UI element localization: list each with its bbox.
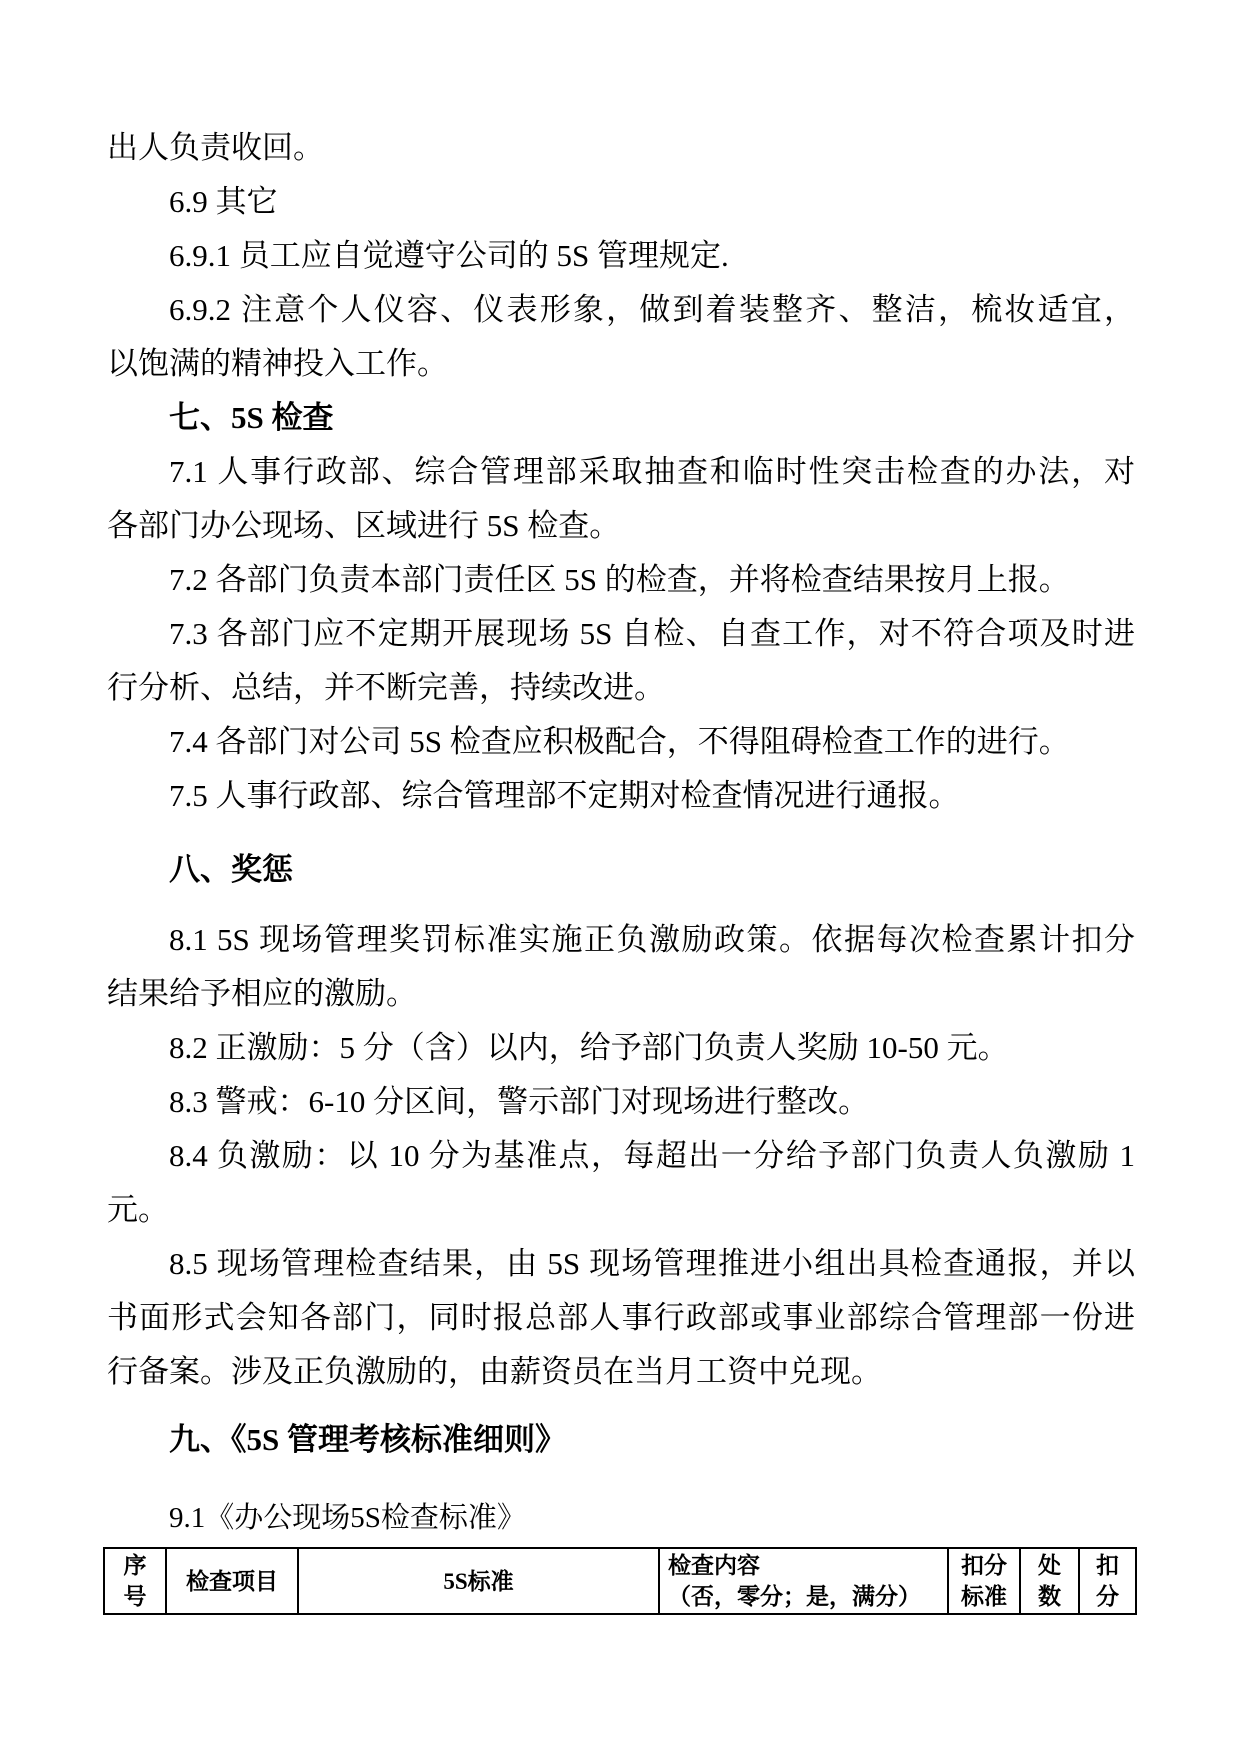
paragraph-6-9-1: 6.9.1 员工应自觉遵守公司的 5S 管理规定. bbox=[169, 238, 729, 273]
paragraph-line: 各部门办公现场、区域进行 5S 检查。 bbox=[107, 508, 621, 543]
body-text-line: 出人负责收回。 bbox=[107, 130, 324, 165]
col-header-deduction-standard bbox=[948, 1548, 1020, 1614]
section-heading-7: 七、5S 检查 bbox=[169, 400, 334, 435]
col-header-sublabel: （否，零分；是，满分） bbox=[668, 1584, 921, 1609]
paragraph-line: 8.5 现场管理检查结果，由 5S 现场管理推进小组出具检查通报，并以 bbox=[169, 1246, 1135, 1281]
col-header-occurrences bbox=[1020, 1548, 1079, 1614]
inspection-standard-table bbox=[103, 1547, 1137, 1615]
paragraph-8-3: 8.3 警戒：6-10 分区间，警示部门对现场进行整改。 bbox=[169, 1084, 870, 1119]
paragraph-7-1 bbox=[107, 445, 1135, 553]
col-header-deducted-points bbox=[1079, 1548, 1136, 1614]
col-header-label: 序号 bbox=[123, 1553, 147, 1609]
col-header-label: 扣分标准 bbox=[961, 1553, 1007, 1609]
paragraph-line: 8.4 负激励：以 10 分为基准点，每超出一分给予部门负责人负激励 1 bbox=[169, 1138, 1135, 1173]
paragraph-6-9: 6.9 其它 bbox=[169, 184, 278, 219]
paragraph-line: 7.1 人事行政部、综合管理部采取抽查和临时性突击检查的办法，对 bbox=[169, 454, 1135, 489]
paragraph-6-9-2 bbox=[107, 283, 1135, 391]
section-heading-8: 八、奖惩 bbox=[169, 852, 293, 887]
paragraph-9-1: 9.1《办公现场5S检查标准》 bbox=[169, 1502, 526, 1534]
paragraph-7-5: 7.5 人事行政部、综合管理部不定期对检查情况进行通报。 bbox=[169, 778, 960, 813]
col-header-label: 处数 bbox=[1038, 1553, 1061, 1609]
paragraph-7-2: 7.2 各部门负责本部门责任区 5S 的检查，并将检查结果按月上报。 bbox=[169, 562, 1070, 597]
col-header-check-content bbox=[659, 1548, 948, 1614]
paragraph-8-4 bbox=[107, 1129, 1135, 1237]
col-header-5s-standard: 5S标准 bbox=[298, 1548, 659, 1614]
col-header-label: 扣分 bbox=[1096, 1553, 1119, 1609]
paragraph-8-2: 8.2 正激励：5 分（含）以内，给予部门负责人奖励 10-50 元。 bbox=[169, 1030, 1009, 1065]
section-heading-9: 九、《5S 管理考核标准细则》 bbox=[169, 1422, 566, 1457]
paragraph-8-5 bbox=[107, 1237, 1135, 1399]
col-header-label: 检查内容 bbox=[668, 1553, 760, 1578]
col-header-check-item: 检查项目 bbox=[166, 1548, 298, 1614]
table-header-row bbox=[104, 1548, 1136, 1614]
paragraph-7-4: 7.4 各部门对公司 5S 检查应积极配合，不得阻碍检查工作的进行。 bbox=[169, 724, 1070, 759]
paragraph-line: 6.9.2 注意个人仪容、仪表形象，做到着装整齐、整洁，梳妆适宜， bbox=[169, 292, 1135, 327]
paragraph-line: 7.3 各部门应不定期开展现场 5S 自检、自查工作，对不符合项及时进 bbox=[169, 616, 1135, 651]
paragraph-line: 元。 bbox=[107, 1192, 169, 1227]
paragraph-7-3 bbox=[107, 607, 1135, 715]
paragraph-8-1 bbox=[107, 913, 1135, 1021]
paragraph-line: 结果给予相应的激励。 bbox=[107, 976, 417, 1011]
paragraph-line: 8.1 5S 现场管理奖罚标准实施正负激励政策。依据每次检查累计扣分 bbox=[169, 922, 1135, 957]
paragraph-line: 行分析、总结，并不断完善，持续改进。 bbox=[107, 670, 665, 705]
col-header-serial-number bbox=[104, 1548, 166, 1614]
paragraph-line: 书面形式会知各部门，同时报总部人事行政部或事业部综合管理部一份进 bbox=[107, 1300, 1135, 1335]
paragraph-line: 以饱满的精神投入工作。 bbox=[107, 346, 448, 381]
paragraph-line: 行备案。涉及正负激励的，由薪资员在当月工资中兑现。 bbox=[107, 1354, 882, 1389]
